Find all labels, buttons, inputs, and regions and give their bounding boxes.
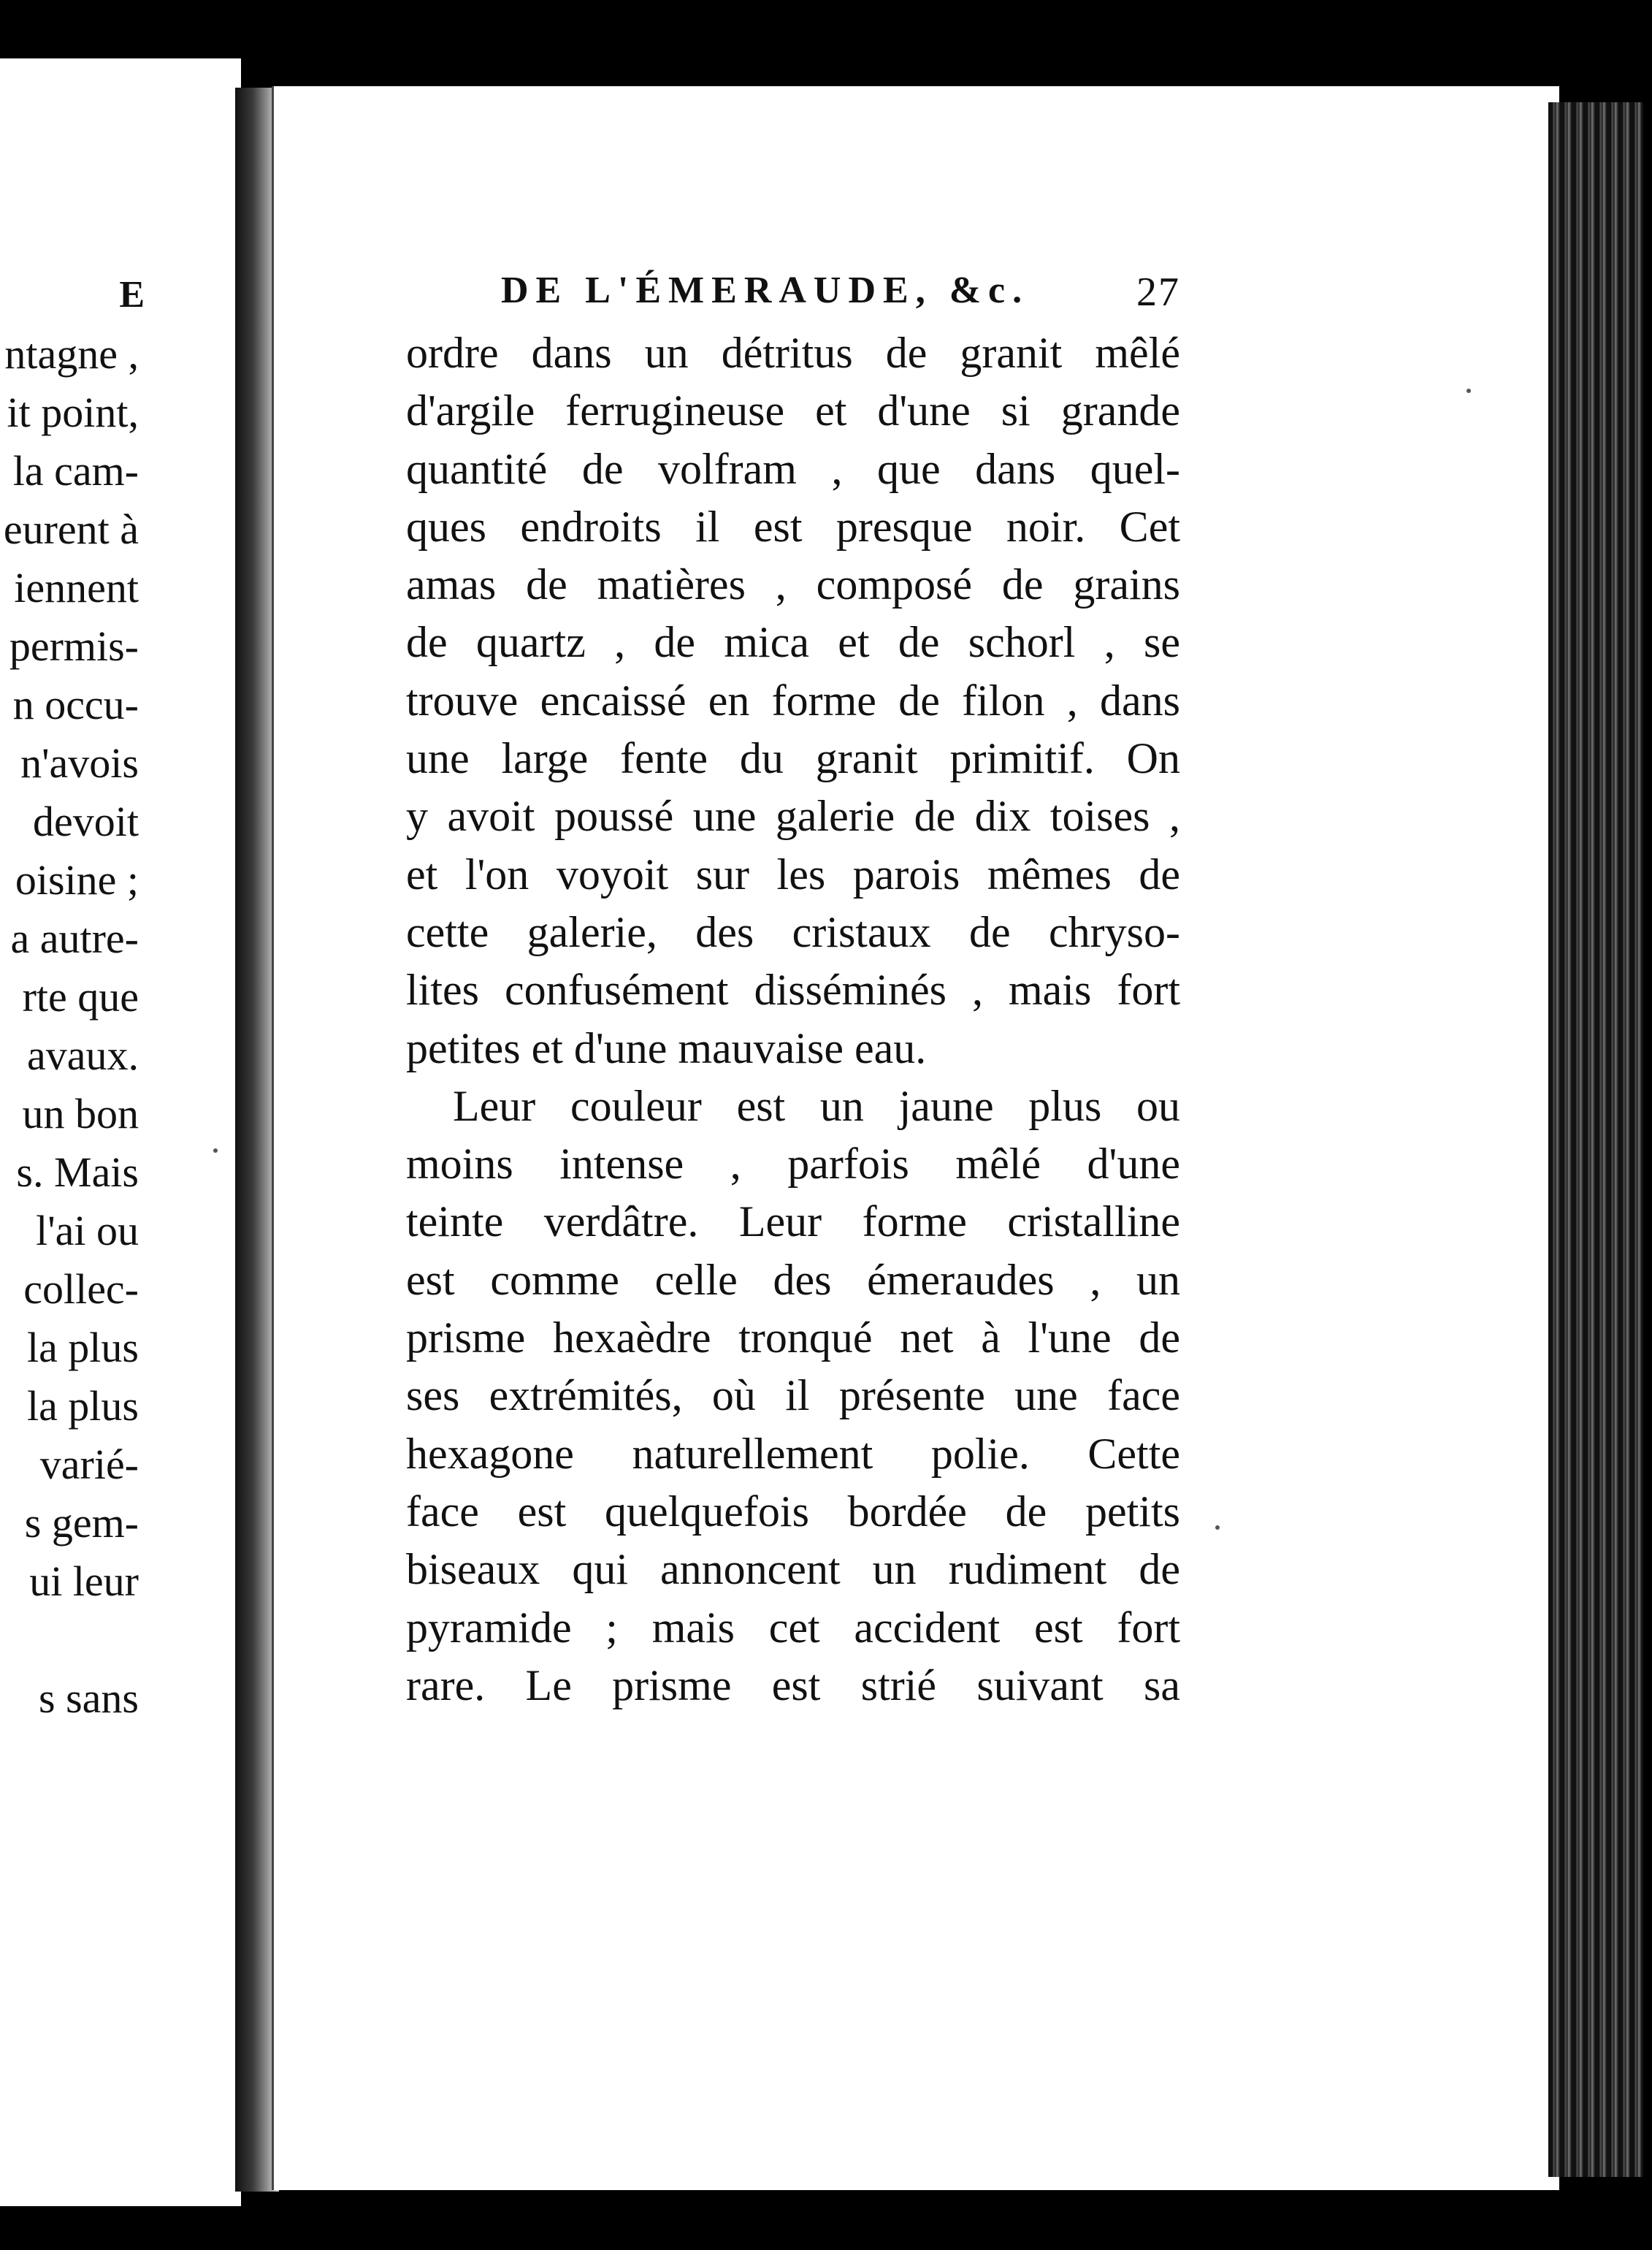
running-head <box>501 269 1180 320</box>
text-line: pyramide ; mais cet accident est fort <box>406 1603 1180 1652</box>
scan-speck <box>1466 389 1471 393</box>
text-line: trouve encaissé en forme de filon , dans <box>406 676 1180 725</box>
text-line: prisme hexaèdre tronqué net à l'une de <box>406 1313 1180 1362</box>
text-line: Leur couleur est un jaune plus ou <box>453 1081 1180 1130</box>
left-page: E ntagne , it point, la cam- eurent à iennent permis- n occu- n'avois devoit oisine ; a autre- rte que avaux. un bon s. Mais l'ai ou collec- la plus la plus varié- s gem- ui leur s sans <box>0 58 241 2206</box>
scan-speck <box>213 1148 218 1153</box>
text-line: de quartz , de mica et de schorl , se <box>406 618 1180 667</box>
scan-speck <box>1215 1525 1220 1530</box>
text-line: petites et d'une mauvaise eau. <box>406 1023 927 1072</box>
text-line: d'argile ferrugineuse et d'une si grande <box>406 386 1180 435</box>
page-edges <box>1548 102 1643 2177</box>
text-line: hexagone naturellement polie. Cette <box>406 1429 1180 1478</box>
text-line: face est quelquefois bordée de petits <box>406 1487 1180 1536</box>
text-line: une large fente du granit primitif. On <box>406 734 1180 783</box>
text-line: teinte verdâtre. Leur forme cristalline <box>406 1197 1180 1246</box>
text-line: ques endroits il est presque noir. Cet <box>406 502 1180 551</box>
text-line: rare. Le prisme est strié suivant sa <box>406 1660 1180 1709</box>
text-line: y avoit poussé une galerie de dix toises , <box>406 792 1180 841</box>
running-head-title: DE L'ÉMERAUDE, &c. <box>501 270 1030 311</box>
page-number: 27 <box>1136 270 1180 315</box>
text-line: moins intense , parfois mêlé d'une <box>406 1140 1180 1189</box>
text-line: quantité de volfram , que dans quel- <box>406 444 1180 493</box>
text-line: amas de matières , composé de grains <box>406 560 1180 609</box>
text-line: biseaux qui annoncent un rudiment de <box>406 1545 1180 1594</box>
text-line: ses extrémités, où il présente une face <box>406 1371 1180 1420</box>
text-line: cette galerie, des cristaux de chryso- <box>406 907 1180 956</box>
text-line: et l'on voyoit sur les parois mêmes de <box>406 850 1180 899</box>
body-text <box>406 324 1180 1715</box>
text-line: ordre dans un détritus de granit mêlé <box>406 329 1180 377</box>
text-line: lites confusément disséminés , mais fort <box>406 966 1180 1015</box>
text-line: est comme celle des émeraudes , un <box>406 1255 1180 1304</box>
